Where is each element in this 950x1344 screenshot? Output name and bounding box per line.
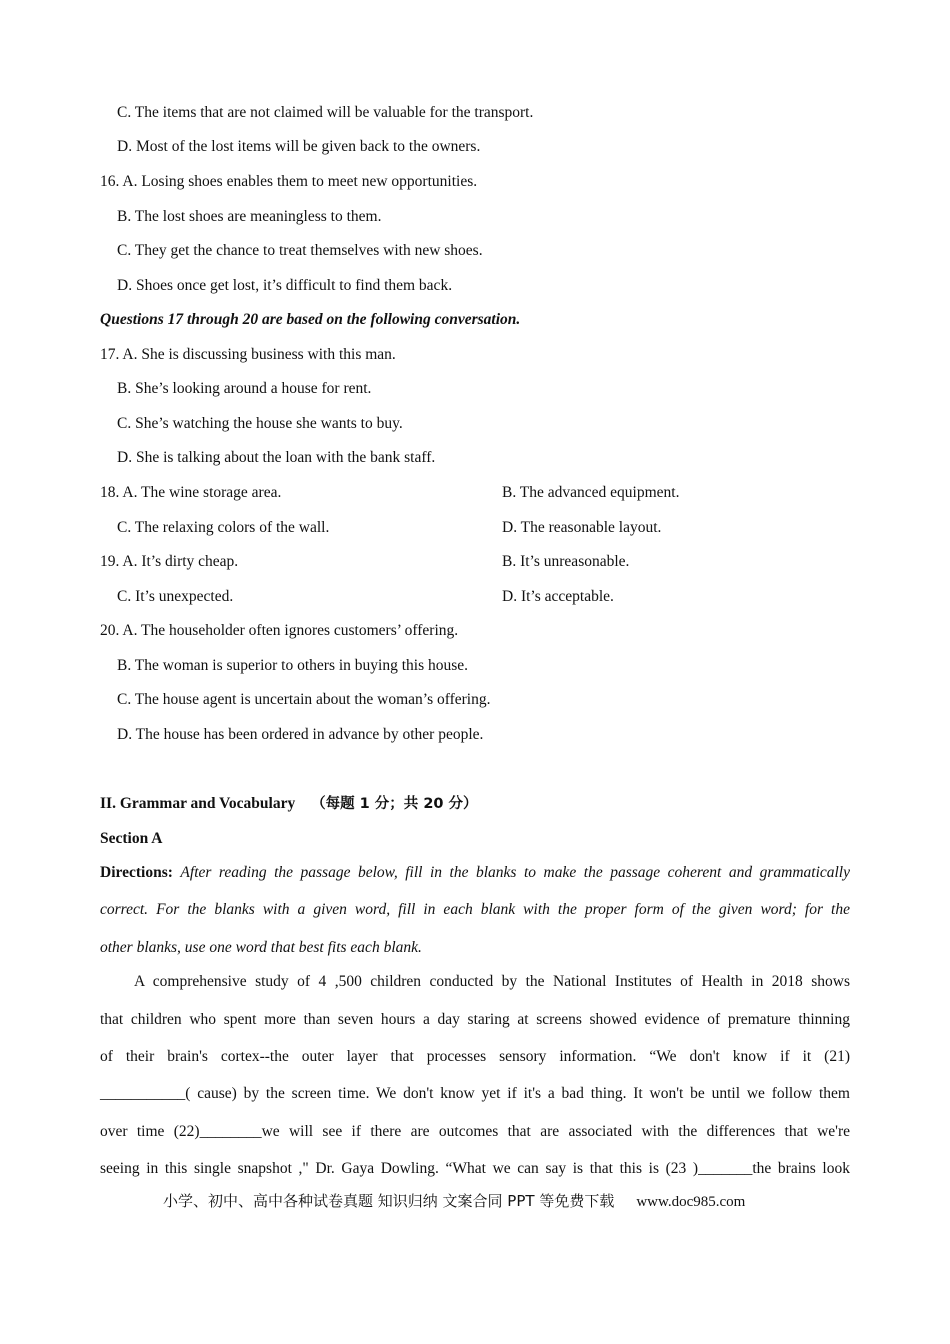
- passage-line-2: that children who spent more than seven hours a day staring at screens showed evidence of premature thinning: [100, 1011, 850, 1028]
- section-a-heading: Section A: [100, 830, 163, 847]
- footer-text: 小学、初中、高中各种试卷真题 知识归纳 文案合同 PPT 等免费下载: [163, 1192, 615, 1210]
- q16-option-d: D. Shoes once get lost, it’s difficult to find them back.: [117, 277, 453, 294]
- footer: [163, 1191, 745, 1212]
- q19-option-d: D. It’s acceptable.: [502, 588, 614, 605]
- footer-site[interactable]: www.doc985.com: [636, 1194, 746, 1210]
- q18-option-a: 18. A. The wine storage area.: [100, 484, 282, 501]
- q19-option-c: C. It’s unexpected.: [117, 588, 234, 605]
- conversation-heading: Questions 17 through 20 are based on the following conversation.: [100, 311, 521, 328]
- q17-option-a: 17. A. She is discussing business with this man.: [100, 346, 396, 363]
- q20-option-b: B. The woman is superior to others in buying this house.: [117, 657, 469, 674]
- q17-option-b: B. She’s looking around a house for rent.: [117, 380, 372, 397]
- passage-line-3: of their brain's cortex--the outer layer that processes sensory information. “We don't know if it (21): [100, 1048, 850, 1065]
- passage-line-4: ___________( cause) by the screen time. We don't know yet if it's a bad thing. It won't be until we follow them: [100, 1085, 850, 1102]
- section-2-title: II. Grammar and Vocabulary: [100, 795, 296, 812]
- passage-line-1: A comprehensive study of 4 ,500 children conducted by the National Institutes of Health in 2018 shows: [134, 973, 850, 990]
- q16-option-b: B. The lost shoes are meaningless to them.: [117, 208, 382, 225]
- q18-option-d: D. The reasonable layout.: [502, 519, 662, 536]
- q15-option-d: D. Most of the lost items will be given back to the owners.: [117, 138, 481, 155]
- q17-option-d: D. She is talking about the loan with the bank staff.: [117, 449, 436, 466]
- section-2-score: （每题 1 分；共 20 分）: [311, 796, 478, 812]
- q19-option-a: 19. A. It’s dirty cheap.: [100, 553, 239, 570]
- directions-line-1: [100, 863, 850, 883]
- q20-option-a: 20. A. The householder often ignores customers’ offering.: [100, 622, 459, 639]
- directions-line-3: other blanks, use one word that best fits each blank.: [100, 939, 422, 956]
- q20-option-d: D. The house has been ordered in advance by other people.: [117, 726, 484, 743]
- directions-line-2: correct. For the blanks with a given word, fill in each blank with the proper form of the given word; for the: [100, 901, 850, 918]
- directions-text-1: After reading the passage below, fill in the blanks to make the passage coherent and grammatically: [180, 864, 850, 881]
- q18-option-b: B. The advanced equipment.: [502, 484, 680, 501]
- section-2-heading: [100, 794, 478, 814]
- q20-option-c: C. The house agent is uncertain about the woman’s offering.: [117, 691, 491, 708]
- q16-option-a: 16. A. Losing shoes enables them to meet new opportunities.: [100, 173, 478, 190]
- q16-option-c: C. They get the chance to treat themselves with new shoes.: [117, 242, 483, 259]
- q18-option-c: C. The relaxing colors of the wall.: [117, 519, 330, 536]
- q15-option-c: C. The items that are not claimed will be valuable for the transport.: [117, 104, 534, 121]
- passage-line-5: over time (22)________we will see if there are outcomes that are associated with the differences that we're: [100, 1123, 850, 1140]
- q19-option-b: B. It’s unreasonable.: [502, 553, 630, 570]
- directions-label: Directions:: [100, 864, 173, 881]
- passage-line-6: seeing in this single snapshot ," Dr. Gaya Dowling. “What we can say is that this is (23 )_______the brains look: [100, 1160, 850, 1177]
- q17-option-c: C. She’s watching the house she wants to buy.: [117, 415, 403, 432]
